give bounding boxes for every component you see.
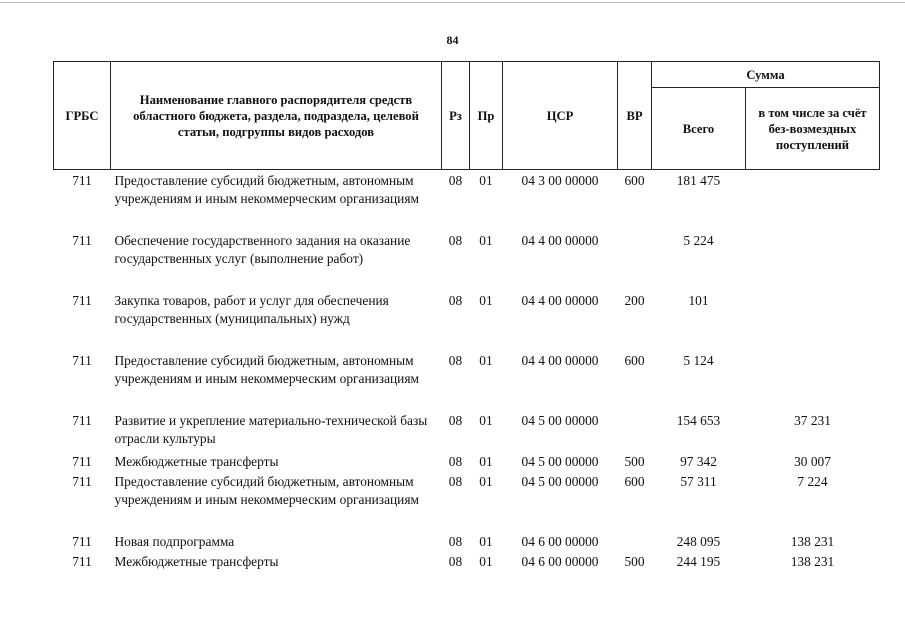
cell-rz: 08: [448, 474, 463, 489]
cell-name: Межбюджетные трансферты: [114, 554, 279, 569]
cell-pr: 01: [479, 474, 493, 489]
cell-vr: 600: [624, 173, 645, 188]
table-row: [54, 451, 880, 471]
table-body: [54, 170, 880, 572]
cell-name: Закупка товаров, работ и услуг для обеспечения государственных (муниципальных) нужд: [114, 293, 389, 326]
cell-incl: 138 231: [790, 534, 835, 549]
table-row: [54, 230, 880, 290]
cell-name: Новая подпрограмма: [114, 534, 235, 549]
cell-vr: 600: [624, 353, 645, 368]
cell-total: 5 124: [683, 353, 714, 368]
cell-total: 248 095: [676, 534, 721, 549]
cell-name: Обеспечение государственного задания на оказание государственных услуг (выполнение работ): [114, 233, 411, 266]
table-row: [54, 410, 880, 451]
budget-table: [53, 61, 880, 571]
cell-vr: [618, 531, 652, 551]
cell-name: Предоставление субсидий бюджетным, автономным учреждениям и иным некоммерческим организациям: [114, 173, 419, 206]
cell-total: 5 224: [683, 233, 714, 248]
cell-rz: 08: [448, 233, 463, 248]
cell-vr: 500: [624, 554, 645, 569]
header-csr: ЦСР: [503, 62, 618, 170]
cell-total: 154 653: [676, 413, 721, 428]
cell-name: Межбюджетные трансферты: [114, 454, 279, 469]
cell-rz: 08: [448, 353, 463, 368]
cell-name: Предоставление субсидий бюджетным, автономным учреждениям и иным некоммерческим организациям: [114, 474, 419, 507]
scan-edge-line: [0, 2, 905, 3]
cell-csr: 04 6 00 00000: [521, 534, 599, 549]
cell-rz: 08: [448, 454, 463, 469]
cell-pr: 01: [479, 233, 493, 248]
cell-vr: 200: [624, 293, 645, 308]
cell-pr: 01: [479, 454, 493, 469]
cell-vr: 500: [624, 454, 645, 469]
table-header: [54, 62, 880, 170]
cell-pr: 01: [479, 554, 493, 569]
header-sum: Сумма: [652, 62, 880, 88]
cell-incl: 138 231: [790, 554, 835, 569]
cell-grbs: 711: [72, 293, 92, 308]
cell-total: 97 342: [680, 454, 717, 469]
table-row: [54, 290, 880, 350]
cell-pr: 01: [479, 534, 493, 549]
cell-total: 101: [688, 293, 709, 308]
cell-csr: 04 5 00 00000: [521, 413, 599, 428]
header-vr: ВР: [618, 62, 652, 170]
cell-csr: 04 5 00 00000: [521, 474, 599, 489]
cell-vr: 600: [624, 474, 645, 489]
cell-rz: 08: [448, 534, 463, 549]
cell-vr: [618, 410, 652, 451]
cell-csr: 04 4 00 00000: [521, 233, 599, 248]
cell-incl: 7 224: [797, 474, 828, 489]
cell-csr: 04 6 00 00000: [521, 554, 599, 569]
cell-incl: 37 231: [794, 413, 831, 428]
cell-total: 244 195: [676, 554, 721, 569]
cell-vr: [618, 230, 652, 290]
header-name: Наименование главного распорядителя средств областного бюджета, раздела, подраздела, целевой статьи, подгруппы видов расходов: [111, 62, 442, 170]
header-grbs: ГРБС: [54, 62, 111, 170]
cell-rz: 08: [448, 293, 463, 308]
cell-grbs: 711: [72, 173, 92, 188]
cell-csr: 04 3 00 00000: [521, 173, 599, 188]
cell-name: Предоставление субсидий бюджетным, автономным учреждениям и иным некоммерческим организациям: [114, 353, 419, 386]
cell-total: 181 475: [676, 173, 721, 188]
table-row: [54, 350, 880, 410]
cell-csr: 04 4 00 00000: [521, 293, 599, 308]
cell-pr: 01: [479, 173, 493, 188]
cell-name: Развитие и укрепление материально-технической базы отрасли культуры: [114, 413, 428, 446]
page-number: 84: [446, 33, 459, 47]
cell-incl: [746, 350, 880, 410]
table-row: [54, 531, 880, 551]
header-incl: в том числе за счёт без-возмездных поступлений: [746, 88, 880, 170]
cell-rz: 08: [448, 554, 463, 569]
cell-pr: 01: [479, 413, 493, 428]
table-row: [54, 551, 880, 571]
cell-incl: 30 007: [794, 454, 831, 469]
cell-csr: 04 5 00 00000: [521, 454, 599, 469]
table-row: [54, 170, 880, 231]
header-total: Всего: [652, 88, 746, 170]
cell-rz: 08: [448, 413, 463, 428]
header-rz: Рз: [442, 62, 470, 170]
header-pr: Пр: [470, 62, 503, 170]
cell-incl: [746, 170, 880, 231]
cell-grbs: 711: [72, 233, 92, 248]
table-row: [54, 471, 880, 531]
cell-pr: 01: [479, 353, 493, 368]
cell-total: 57 311: [680, 474, 717, 489]
cell-pr: 01: [479, 293, 493, 308]
cell-csr: 04 4 00 00000: [521, 353, 599, 368]
cell-incl: [746, 230, 880, 290]
cell-grbs: 711: [72, 474, 92, 489]
cell-grbs: 711: [72, 554, 92, 569]
cell-grbs: 711: [72, 353, 92, 368]
cell-grbs: 711: [72, 534, 92, 549]
cell-rz: 08: [448, 173, 463, 188]
cell-incl: [746, 290, 880, 350]
cell-grbs: 711: [72, 454, 92, 469]
cell-grbs: 711: [72, 413, 92, 428]
